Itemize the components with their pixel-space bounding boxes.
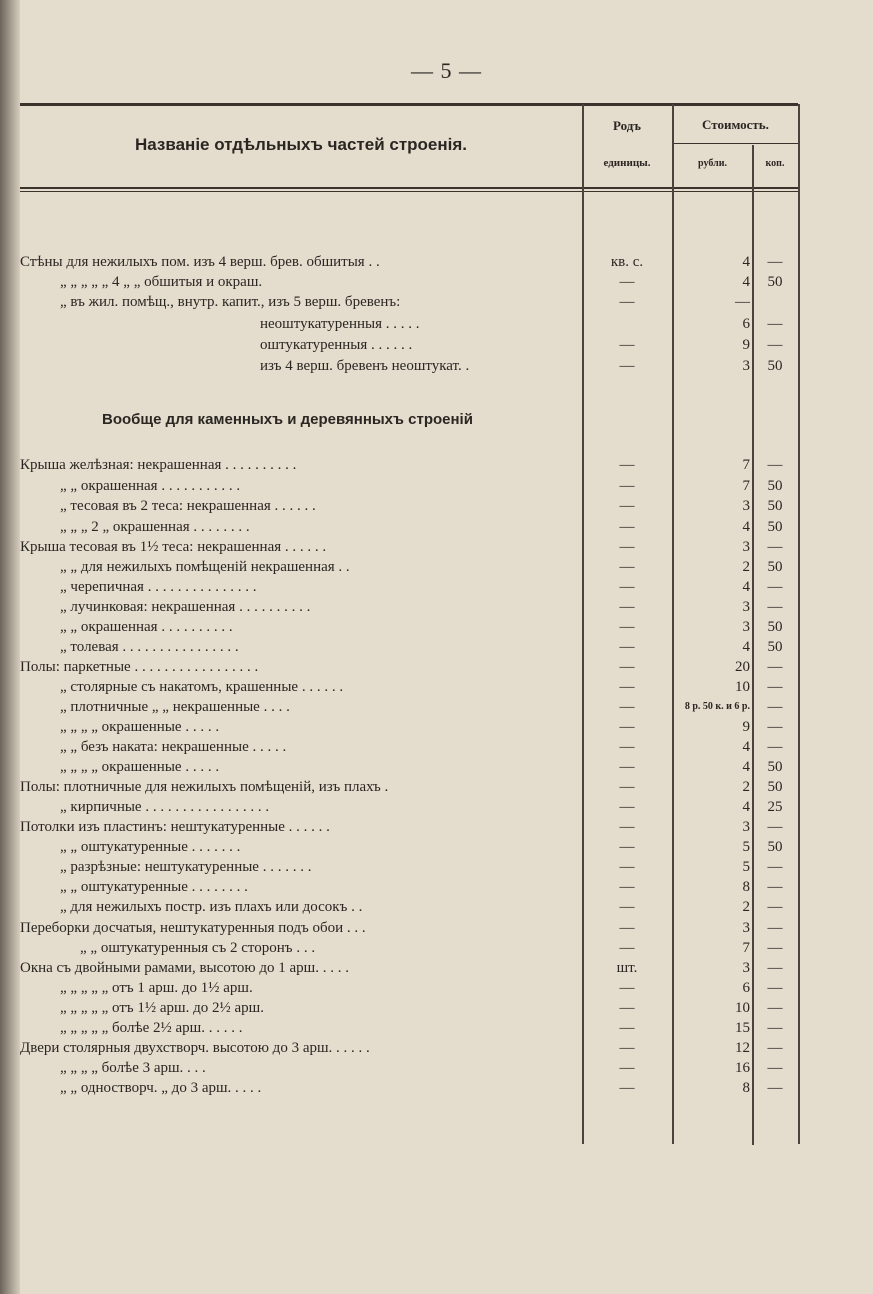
table-row [20,292,873,312]
row-name: Переборки досчатыя, нештукатуренныя подъ обои . . . [20,920,366,936]
row-unit: — [619,899,635,915]
table-row [20,314,873,334]
row-kop: — [767,1000,783,1016]
row-rub: 16 [735,1060,750,1076]
row-kop: — [767,457,783,473]
row-name: „ въ жил. помѣщ., внутр. капит., изъ 5 верш. бревенъ: [60,294,401,310]
row-rub: 7 [742,940,750,956]
row-name: Стѣны для нежилыхъ пом. изъ 4 верш. брев. обшитыя . . [20,254,380,270]
row-name: „ разрѣзные: нештукатуренные . . . . . . . [60,859,312,875]
table-row [20,252,873,272]
row-unit: — [619,1020,635,1036]
table-row [20,958,873,978]
row-kop: — [767,739,783,755]
table-row [20,617,873,637]
table-row [20,1058,873,1078]
row-name: „ „ „ 2 „ окрашенная . . . . . . . . [60,519,250,535]
row-rub: 2 [742,779,750,795]
row-rub: 9 [742,337,750,353]
table-row [20,938,873,958]
row-name: „ „ „ „ „ болѣе 2½ арш. . . . . . [60,1020,243,1036]
table-row [20,1078,873,1098]
row-rub: 4 [742,254,750,270]
table-row [20,272,873,292]
row-rub: 3 [742,920,750,936]
row-kop: 50 [767,358,783,374]
row-kop: — [767,316,783,332]
row-rub: 4 [742,274,750,290]
row-rub: 4 [742,519,750,535]
row-rub: — [735,294,750,310]
table-row [20,837,873,857]
row-name: Полы: плотничные для нежилыхъ помѣщеній, изъ плахъ . [20,779,389,795]
row-rub: 10 [735,1000,750,1016]
row-unit: — [619,337,635,353]
table-row [20,537,873,557]
row-unit: — [619,1000,635,1016]
table-row [20,455,873,475]
row-name: „ „ оштукатуренные . . . . . . . . [60,879,248,895]
row-unit: шт. [616,960,638,976]
row-kop: 50 [767,839,783,855]
row-kop: — [767,1080,783,1096]
row-unit: — [619,519,635,535]
row-rub: 5 [742,859,750,875]
table-row [20,476,873,496]
row-unit: — [619,1080,635,1096]
row-name: Окна съ двойными рамами, высотою до 1 арш. . . . . [20,960,349,976]
row-name: „ толевая . . . . . . . . . . . . . . . . [60,639,239,655]
row-name: „ тесовая въ 2 теса: некрашенная . . . . . . [60,498,316,514]
row-unit: — [619,659,635,675]
row-kop: — [767,254,783,270]
row-unit: — [619,294,635,310]
row-rub: 2 [742,559,750,575]
table-row [20,777,873,797]
row-name: „ „ безъ наката: некрашенные . . . . . [60,739,287,755]
row-kop: — [767,1060,783,1076]
row-rub: 6 [742,980,750,996]
row-rub: 20 [735,659,750,675]
row-name: „ лучинковая: некрашенная . . . . . . . . . . [60,599,311,615]
table-row [20,918,873,938]
row-name: „ „ „ „ „ отъ 1½ арш. до 2½ арш. [60,1000,264,1016]
row-unit: — [619,358,635,374]
row-unit: — [619,579,635,595]
row-name: „ „ „ „ „ отъ 1 арш. до 1½ арш. [60,980,253,996]
row-kop: — [767,659,783,675]
table-row [20,697,873,717]
row-rub: 3 [742,819,750,835]
document-page [20,0,873,1294]
row-rub: 2 [742,899,750,915]
row-name: „ плотничные „ „ некрашенные . . . . [60,699,290,715]
row-name: „ черепичная . . . . . . . . . . . . . . . [60,579,257,595]
row-name: Крыша тесовая въ 1½ теса: некрашенная . . . . . . [20,539,327,555]
row-kop: — [767,1020,783,1036]
row-kop: 50 [767,519,783,535]
row-rub: 8 [742,1080,750,1096]
row-name: „ „ оштукатуренные . . . . . . . [60,839,241,855]
row-kop: — [767,879,783,895]
row-name: „ „ окрашенная . . . . . . . . . . . [60,478,241,494]
cost-header-rule [673,143,798,144]
row-unit: — [619,599,635,615]
row-unit: — [619,920,635,936]
row-kop: — [767,940,783,956]
row-unit: — [619,799,635,815]
table-row [20,717,873,737]
table-row [20,978,873,998]
row-rub: 7 [742,457,750,473]
section-title: Вообще для каменныхъ и деревянныхъ строеній [102,411,473,428]
table-row [20,496,873,516]
row-rub: 4 [742,759,750,775]
header-kop: коп. [765,158,785,169]
row-unit: — [619,699,635,715]
row-name: „ столярные съ накатомъ, крашенные . . . . . . [60,679,344,695]
table-row [20,1018,873,1038]
row-name: „ „ „ „ болѣе 3 арш. . . . [60,1060,206,1076]
row-name: „ „ окрашенная . . . . . . . . . . [60,619,233,635]
header-title: Названіе отдѣльныхъ частей строенія. [134,135,467,154]
table-row [20,335,873,355]
row-unit: — [619,478,635,494]
row-rub: 3 [742,960,750,976]
table-row [20,998,873,1018]
row-rub: 12 [735,1040,750,1056]
row-kop: 50 [767,478,783,494]
table-row [20,557,873,577]
row-unit: — [619,619,635,635]
row-unit: кв. с. [610,254,644,270]
row-name: неоштукатуренныя . . . . . [260,316,420,332]
header-unit-top: Родъ [613,118,641,133]
row-rub: 3 [742,498,750,514]
row-rub: 3 [742,539,750,555]
row-name: „ для нежилыхъ постр. изъ плахъ или досокъ . . [60,899,363,915]
row-rub: 4 [742,639,750,655]
row-name: Полы: паркетные . . . . . . . . . . . . . . . . . [20,659,259,675]
row-name: „ „ одностворч. „ до 3 арш. . . . . [60,1080,262,1096]
page-number: — 5 — [411,58,482,83]
table-row [20,517,873,537]
row-rub: 5 [742,839,750,855]
table-top-rule [20,103,798,106]
row-name: изъ 4 верш. бревенъ неоштукат. . [260,358,470,374]
row-unit: — [619,1040,635,1056]
row-kop: — [767,1040,783,1056]
row-unit: — [619,839,635,855]
table-row [20,1038,873,1058]
row-unit: — [619,859,635,875]
table-row [20,857,873,877]
row-rub: 7 [742,478,750,494]
row-kop: — [767,980,783,996]
header-cost: Стоимость. [702,117,769,132]
row-rub: 10 [735,679,750,695]
row-unit: — [619,539,635,555]
row-name: „ „ „ „ „ 4 „ „ обшитыя и окраш. [60,274,263,290]
row-kop: — [767,960,783,976]
row-unit: — [619,1060,635,1076]
row-kop: 50 [767,559,783,575]
header-rub: рубли. [698,158,727,169]
row-kop: — [767,899,783,915]
row-name: оштукатуренныя . . . . . . [260,337,413,353]
table-row [20,877,873,897]
table-row [20,897,873,917]
row-unit: — [619,759,635,775]
row-name: Крыша желѣзная: некрашенная . . . . . . . . . . [20,457,297,473]
row-unit: — [619,819,635,835]
row-kop: — [767,719,783,735]
row-unit: — [619,679,635,695]
table-row [20,757,873,777]
row-unit: — [619,719,635,735]
row-kop: — [767,579,783,595]
row-kop: — [767,337,783,353]
row-name: „ „ оштукатуренныя съ 2 сторонъ . . . [80,940,316,956]
row-name: „ „ для нежилыхъ помѣщеній некрашенная . . [60,559,350,575]
row-unit: — [619,457,635,473]
row-unit: — [619,274,635,290]
table-row [20,657,873,677]
table-row [20,797,873,817]
row-rub: 8 р. 50 к. и 6 р. [684,701,750,712]
row-unit: — [619,879,635,895]
row-name: „ „ „ „ окрашенные . . . . . [60,719,220,735]
row-kop: 50 [767,639,783,655]
table-row [20,737,873,757]
header-bottom-rule-2 [20,191,798,192]
row-kop: 50 [767,759,783,775]
row-rub: 4 [742,799,750,815]
row-kop: — [767,679,783,695]
row-kop: 50 [767,619,783,635]
row-name: „ кирпичные . . . . . . . . . . . . . . . . . [60,799,270,815]
row-name: Потолки изъ пластинъ: нештукатуренные . . . . . . [20,819,330,835]
table-row [20,637,873,657]
row-unit: — [619,498,635,514]
row-name: „ „ „ „ окрашенные . . . . . [60,759,220,775]
row-kop: — [767,920,783,936]
row-kop: 50 [767,498,783,514]
row-rub: 3 [742,599,750,615]
row-unit: — [619,739,635,755]
row-rub: 15 [735,1020,750,1036]
row-kop: 25 [767,799,783,815]
row-kop: — [767,599,783,615]
row-unit: — [619,980,635,996]
row-rub: 3 [742,358,750,374]
row-kop: 50 [767,779,783,795]
table-row [20,597,873,617]
row-rub: 4 [742,739,750,755]
row-rub: 6 [742,316,750,332]
row-unit: — [619,639,635,655]
row-rub: 8 [742,879,750,895]
table-row [20,677,873,697]
row-unit: — [619,940,635,956]
book-spine-shadow [0,0,20,1294]
row-name: Двери столярныя двухстворч. высотою до 3 арш. . . . . . [20,1040,370,1056]
row-rub: 3 [742,619,750,635]
row-rub: 9 [742,719,750,735]
row-kop: — [767,859,783,875]
row-kop: — [767,699,783,715]
table-row [20,817,873,837]
row-kop: — [767,539,783,555]
row-kop: — [767,819,783,835]
row-unit: — [619,559,635,575]
table-row [20,577,873,597]
row-rub: 4 [742,579,750,595]
row-kop: 50 [767,274,783,290]
header-bottom-rule [20,187,798,189]
header-unit-bottom: единицы. [603,157,651,169]
row-unit: — [619,779,635,795]
table-row [20,356,873,376]
